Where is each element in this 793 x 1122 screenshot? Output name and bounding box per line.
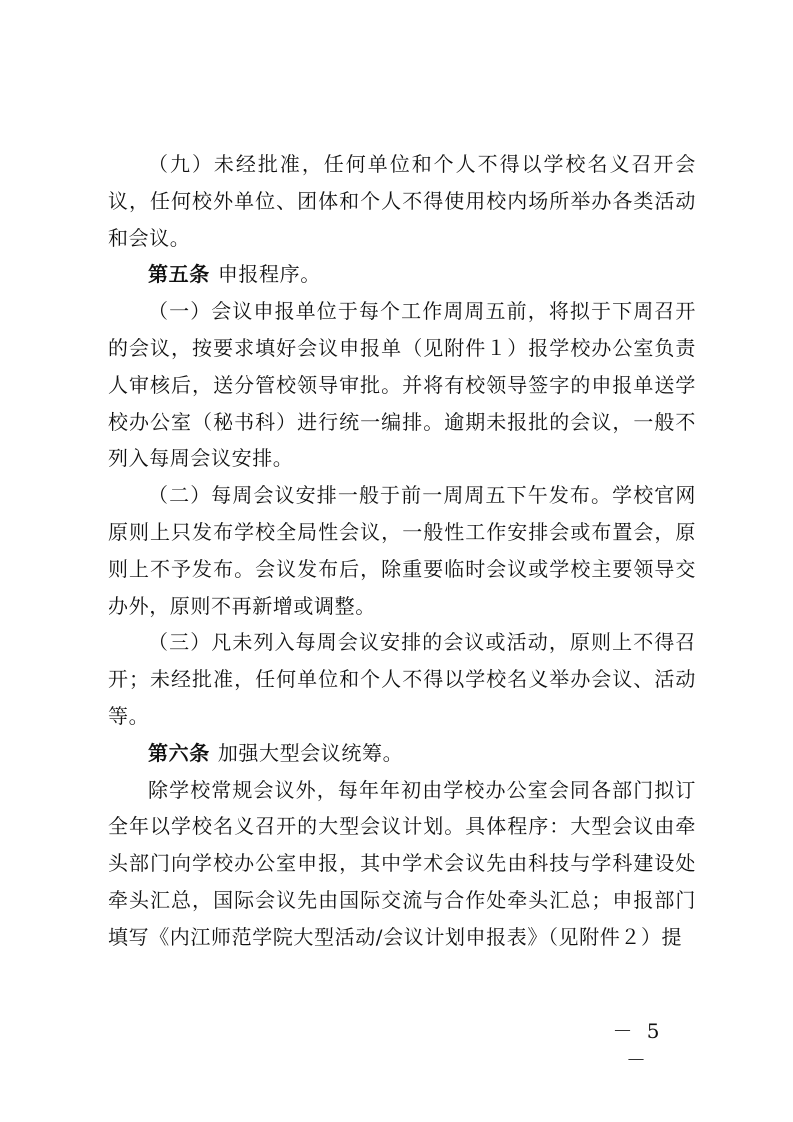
article-subject: 申报程序。	[217, 262, 321, 287]
article-6	[108, 735, 696, 772]
article-heading: 第六条	[148, 740, 210, 765]
page-number: － 5 －	[612, 1019, 664, 1072]
body-text	[108, 146, 696, 956]
article-heading: 第五条	[148, 262, 210, 287]
paragraph-item-3	[108, 624, 696, 734]
paragraph-item-1	[108, 293, 696, 477]
paragraph-item-9	[108, 146, 696, 256]
paragraph-text: （一）会议申报单位于每个工作周周五前，将拟于下周召开的会议，按要求填好会议申报单（见附件１）报学校办公室负责人审核后，送分管校领导审批。并将有校领导签字的申报单送学校办公室（秘书科）进行统一编排。逾期未报批的会议，一般不列入每周会议安排。	[108, 299, 696, 471]
paragraph-text: （二）每周会议安排一般于前一周周五下午发布。学校官网原则上只发布学校全局性会议，一般性工作安排会或布置会，原则上不予发布。会议发布后，除重要临时会议或学校主要领导交办外，原则不再新增或调整。	[108, 483, 696, 618]
article-5	[108, 256, 696, 293]
paragraph-text: 除学校常规会议外，每年年初由学校办公室会同各部门拟订全年以学校名义召开的大型会议计划。具体程序：大型会议由牵头部门向学校办公室申报，其中学术会议先由科技与学科建设处牵头汇总，国际会议先由国际交流与合作处牵头汇总；申报部门填写《内江师范学院大型活动/会议计划申报表》（见附件２）提	[108, 777, 696, 949]
article-subject: 加强大型会议统筹。	[217, 740, 404, 765]
paragraph-item-2	[108, 477, 696, 624]
paragraph-text: （九）未经批准，任何单位和个人不得以学校名义召开会议，任何校外单位、团体和个人不得使用校内场所举办各类活动和会议。	[108, 152, 696, 250]
paragraph-large-meetings	[108, 772, 696, 956]
paragraph-text: （三）凡未列入每周会议安排的会议或活动，原则上不得召开；未经批准，任何单位和个人不得以学校名义举办会议、活动等。	[108, 630, 696, 728]
